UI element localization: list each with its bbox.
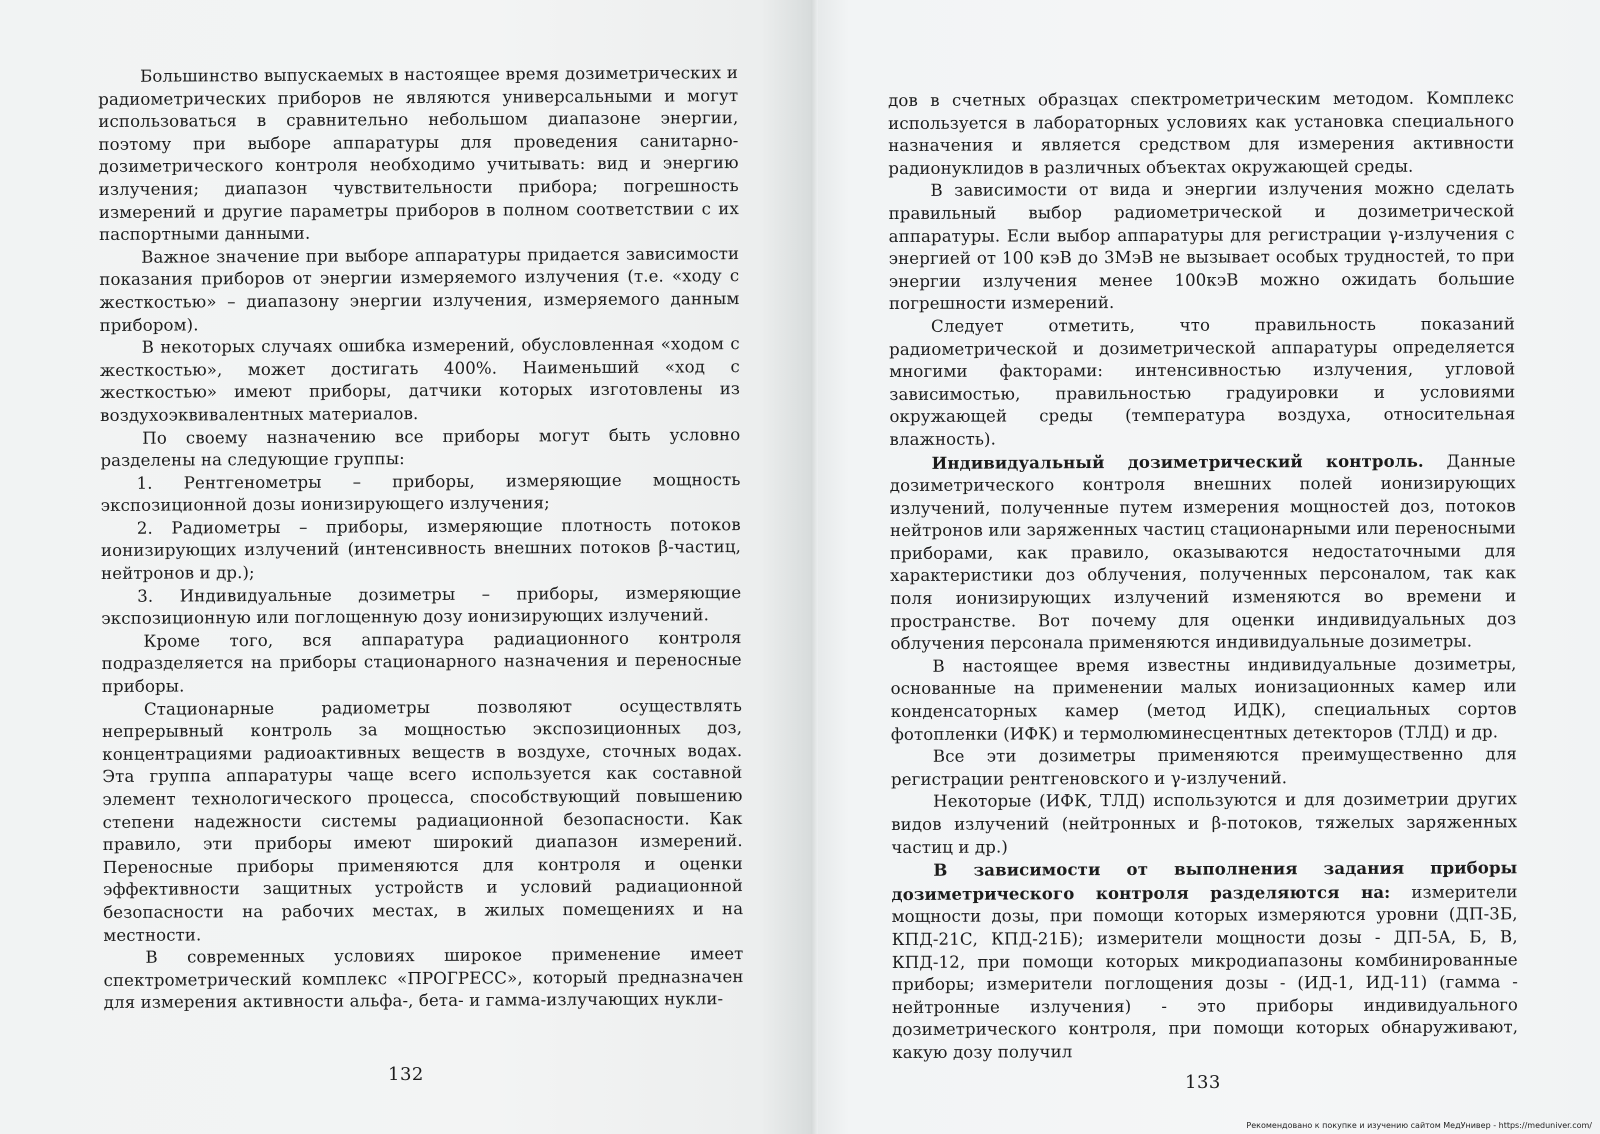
page-number-right: 133 [1185, 1072, 1221, 1093]
list-item: 1. Рентгенометры – приборы, измеряющие мощность экспозиционной дозы ионизирующего излучения; [100, 469, 741, 516]
paragraph: Следует отметить, что правильность показаний радиометрической и дозиметрической аппаратуры определяется многими факторами: интенсивностью излучения, угловой зависимостью, правильностью градуировки и условиями окружающей среды (температура воздуха, относительная влажность). [889, 314, 1516, 449]
paragraph: Некоторые (ИФК, ТЛД) используются и для дозиметрии других видов излучений (нейтронных и β-потоков, тяжелых заряженных частиц и др.) [891, 789, 1518, 857]
section-heading: В зависимости от выполнения задания приборы дозиметрического контроля разделяются на: [891, 857, 1518, 904]
paragraph: По своему назначению все приборы могут быть условно разделены на следующие группы: [100, 424, 741, 471]
list-item: 2. Радиометры – приборы, измеряющие плотность потоков ионизирующих излучений (интенсивность внешних потоков β-частиц, нейтронов и др.); [100, 514, 742, 584]
left-page-text [98, 62, 744, 1015]
paragraph: Важное значение при выборе аппаратуры придается зависимости показания приборов от энергии измеряемого излучения (т.е. «ходу с жесткостью» – диапазону энергии излучения, измеряемого данным прибором). [99, 243, 740, 335]
watermark-text: Рекомендовано к покупке и изучению сайтом МедУнивер - https://meduniver.com/ [1246, 1121, 1592, 1130]
paragraph: В зависимости от вида и энергии излучения можно сделать правильный выбор радиометрической и дозиметрической аппаратуры. Если выбор аппаратуры для регистрации γ-излучения с энергией от 100 кэВ до 3МэВ не вызывает особых трудностей, то при энергии излучения менее 100кэВ можно ожидать большие погрешности измерений. [888, 178, 1515, 314]
paragraph [891, 856, 1518, 1064]
paragraph: В настоящее время известны индивидуальные дозиметры, основанные на применении малых ионизационных камер или конденсаторных камер (метод ИДК), специальных сортов фотопленки (ИФК) и термолюминесцентных детекторов (ТЛД) и др. [890, 654, 1517, 744]
right-page-text [888, 87, 1518, 1064]
page-number-left: 132 [388, 1064, 424, 1085]
section-heading: Индивидуальный дозиметрический контроль. [931, 450, 1424, 473]
paragraph: В современных условиях широкое применение имеет спектрометрический комплекс «ПРОГРЕСС», который предназначен для измерения активности альфа-, бета- и гамма-излучающих нукли- [103, 944, 744, 1013]
paragraph-body: измерители мощности дозы, при помощи которых измеряются уровни (ДП-3Б, КПД-21С, КПД-21Б); измерители мощности дозы - ДП-5А, Б, В, КПД-12, при помощи которых микродиапазоны комбинированные приборы; измерители поглощения дозы - (ИД-1, ИД-11) (гамма - нейтронные излучения) - это приборы индивидуального дозиметрического контроля, при помощи которых обнаруживают, какую дозу получил [891, 882, 1519, 1062]
paragraph [890, 449, 1517, 656]
list-item: 3. Индивидуальные дозиметры – приборы, измеряющие экспозиционную или поглощенную дозу ионизирующих излучений. [101, 582, 742, 629]
paragraph: Стационарные радиометры позволяют осуществлять непрерывный контроль за мощностью экспозиционных доз, концентрациями радиоактивных веществ в воздухе, сточных водах. Эта группа аппаратуры чаще всего используется как составной элемент технологического процесса, способствующий повышению степени надежности системы радиационной безопасности. Как правило, эти приборы имеют широкий диапазон измерений. Переносные приборы применяются для контроля и оценки эффективности защитных устройств и условий радиационной безопасности на рабочих местах, в жилых помещениях и на местности. [102, 695, 744, 945]
paragraph: Все эти дозиметры применяются преимущественно для регистрации рентгеновского и γ-излучений. [890, 744, 1517, 789]
paragraph: Большинство выпускаемых в настоящее время дозиметрических и радиометрических приборов не являются универсальными и могут использоваться в сравнительно небольшом диапазоне энергии, поэтому при выборе аппаратуры для проведения санитарно-дозиметрического контроля необходимо учитывать: вид и энергию излучения; диапазон чувствительности прибора; погрешность измерений и другие параметры приборов в полном соответствии с их паспортными данными. [98, 63, 739, 245]
paragraph-body: Данные дозиметрического контроля внешних полей ионизирующих излучений, полученные путем измерения мощностей доз, потоков нейтронов или заряженных частиц стационарными или переносными приборами, как правило, оказываются недостаточными для характеристики доз облучения, полученных персоналом, так как поля ионизирующих излучений изменяются во времени и пространстве. Вот почему для оценки индивидуальных доз облучения персонала применяются индивидуальные дозиметры. [889, 450, 1517, 654]
paragraph: Кроме того, вся аппаратура радиационного контроля подразделяется на приборы стационарного назначения и переносные приборы. [101, 627, 742, 697]
paragraph: В некоторых случаях ошибка измерений, обусловленная «ходом с жесткостью», может достигать 400%. Наименьший «ход с жесткостью» имеют приборы, датчики которых изготовлены из воздухоэквивалентных материалов. [99, 334, 741, 425]
paragraph: дов в счетных образцах спектрометрическим методом. Комплекс используется в лабораторных условиях как установка специального назначения и является средством для измерения активности радионуклидов в различных объектах окружающей среды. [888, 88, 1515, 178]
right-page [818, 0, 1600, 1134]
